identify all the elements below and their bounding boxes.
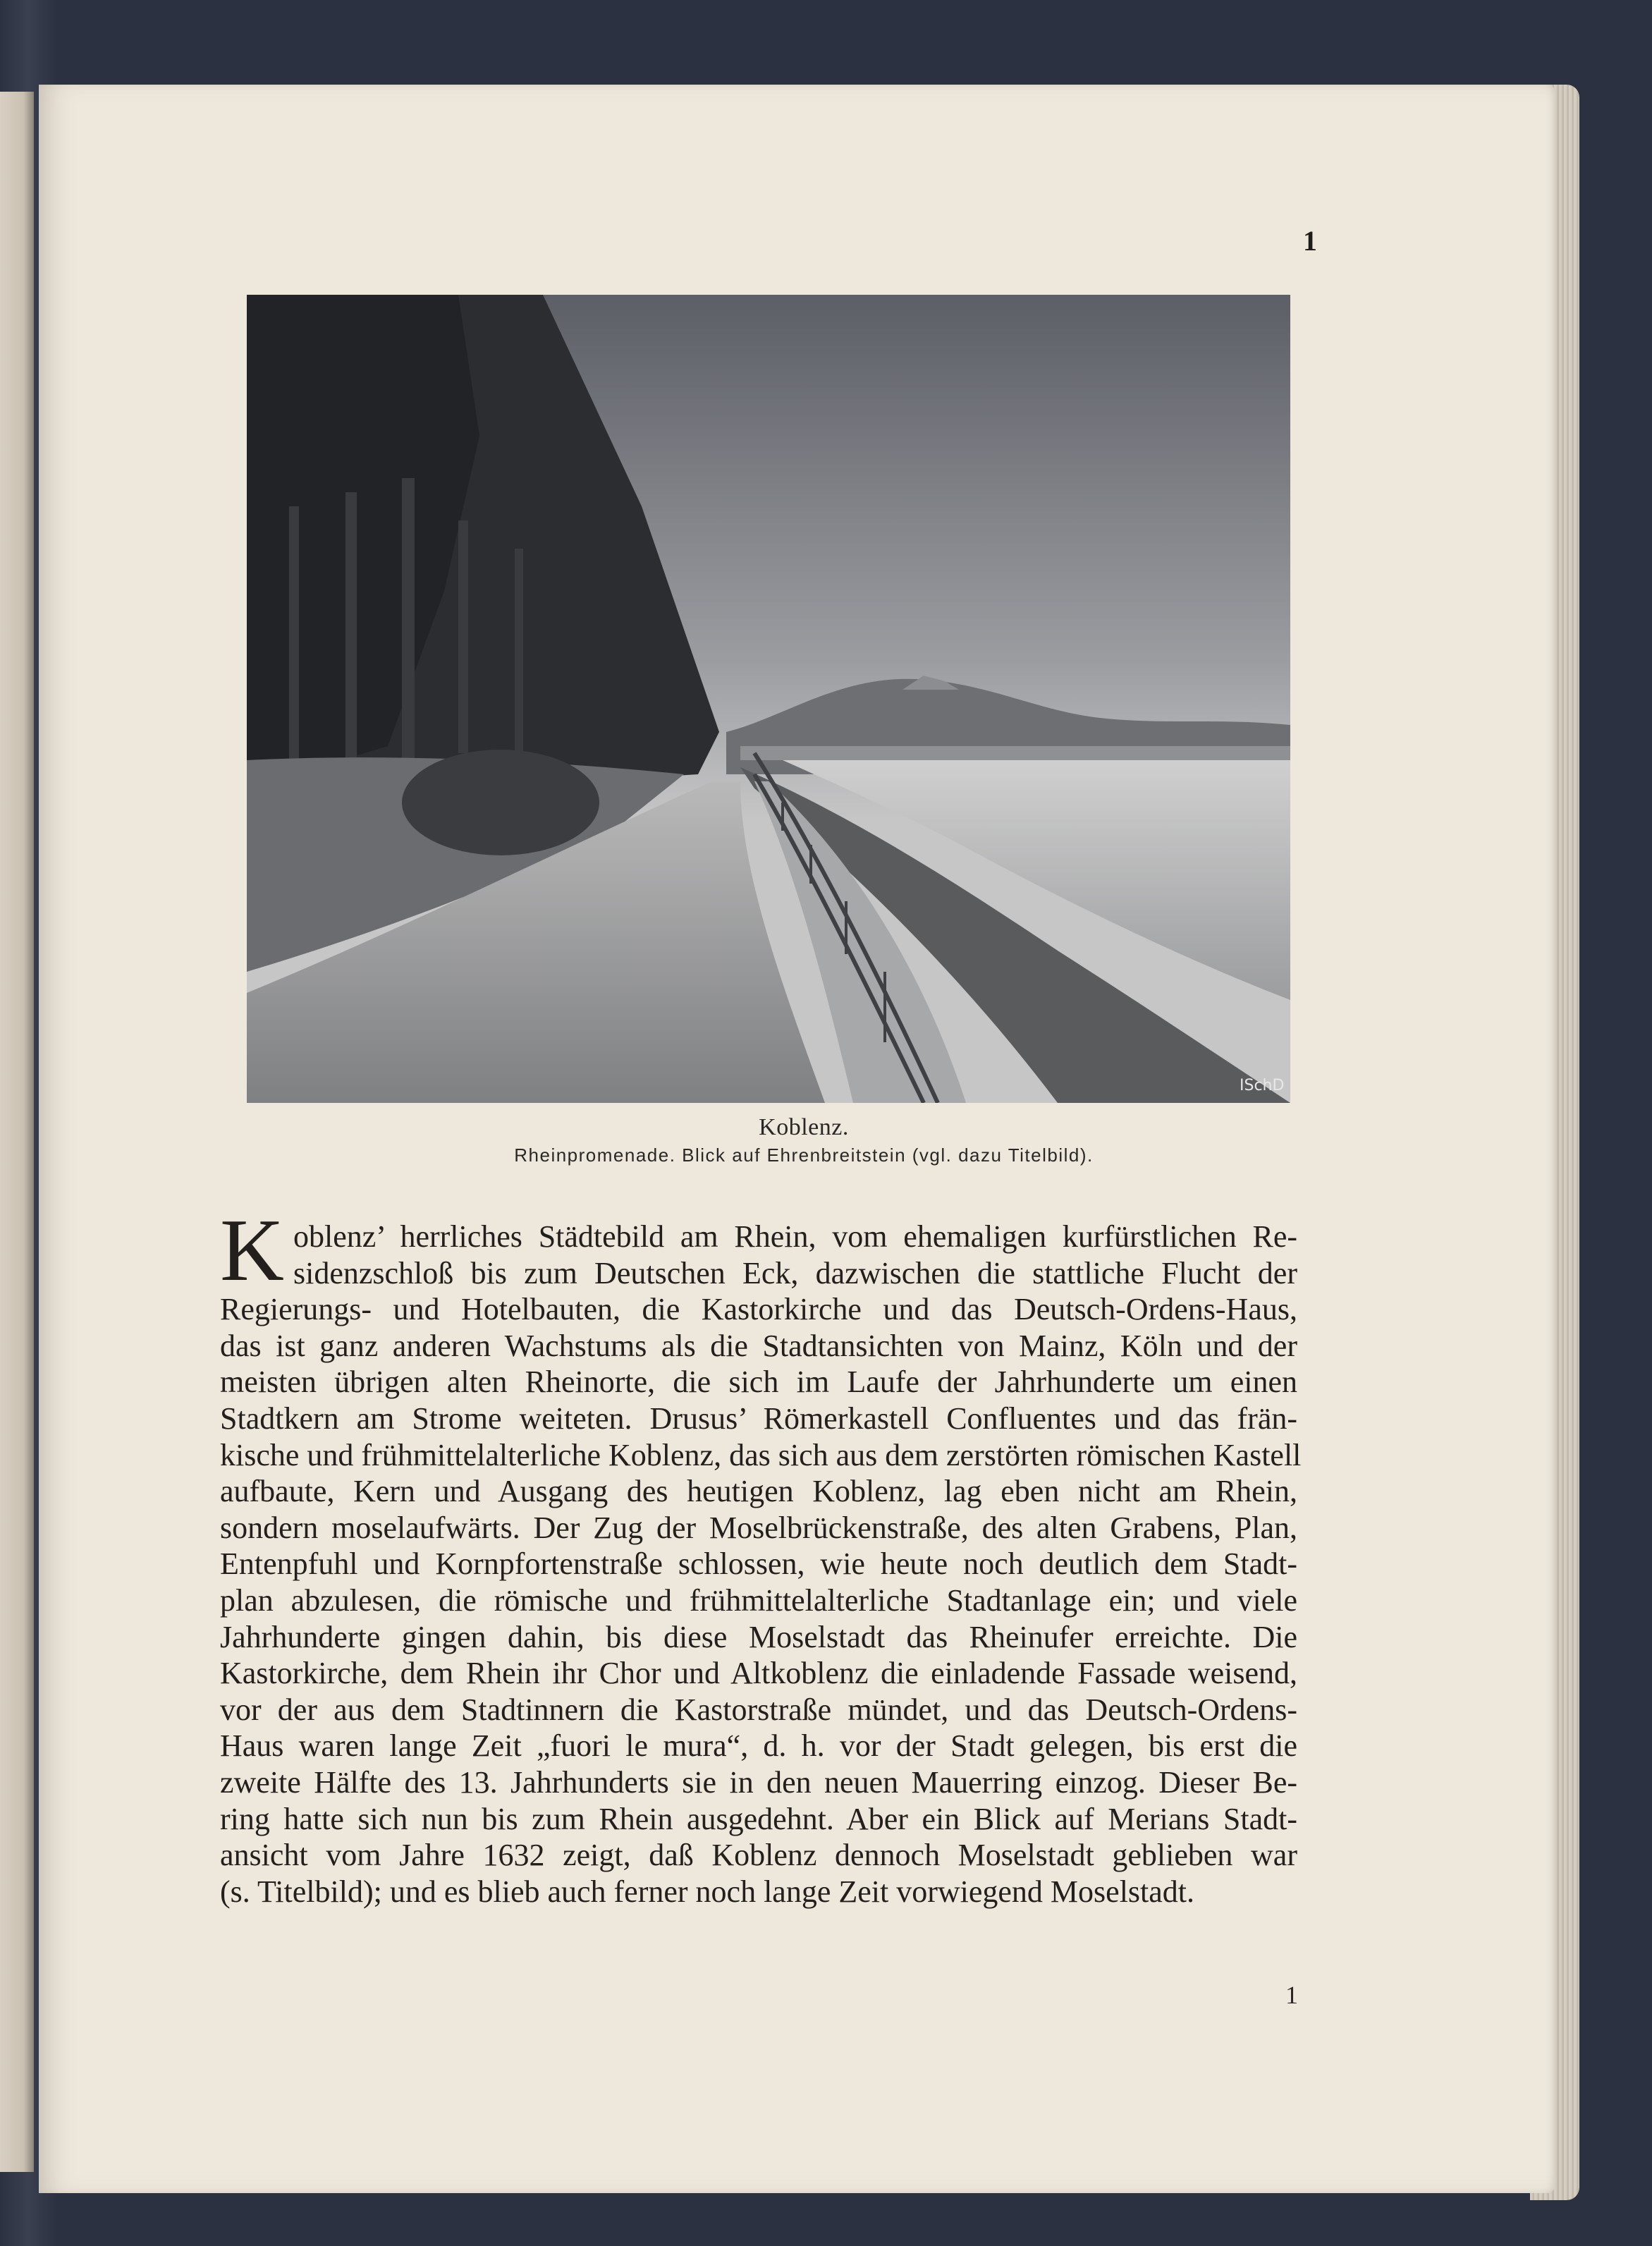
text-line: vor der aus dem Stadtinnern die Kastorstraße mündet, und das Deutsch-Ordens- — [220, 1692, 1297, 1727]
text-line: Entenpfuhl und Kornpfortenstraße schlossen, wie heute noch deutlich dem Stadt- — [220, 1546, 1297, 1582]
body-paragraph — [220, 1219, 1302, 1910]
text-line: ring hatte sich nun bis zum Rhein ausgedehnt. Aber ein Blick auf Merians Stadt- — [220, 1801, 1297, 1836]
text-line: zweite Hälfte des 13. Jahrhunderts sie in den neuen Mauerring einzog. Dieser Be- — [220, 1764, 1297, 1800]
text-line: Haus waren lange Zeit „fuori le mura“, d. h. vor der Stadt gelegen, bis erst die — [220, 1728, 1297, 1764]
page-number: 1 — [1285, 1981, 1298, 2009]
text-line: aufbaute, Kern und Ausgang des heutigen Koblenz, lag eben nicht am Rhein, — [220, 1474, 1297, 1509]
caption-subtitle: Rheinpromenade. Blick auf Ehrenbreitstein (vgl. dazu Titelbild). — [514, 1145, 1094, 1166]
text-line: Jahrhunderte gingen dahin, bis diese Moselstadt das Rheinufer erreichte. Die — [220, 1619, 1297, 1654]
text-line: meisten übrigen alten Rheinorte, die sich im Laufe der Jahrhunderte um einen — [220, 1365, 1297, 1400]
text-line: sidenzschloß bis zum Deutschen Eck, dazwischen die stattliche Flucht der — [293, 1255, 1297, 1290]
text-line: Kastorkirche, dem Rhein ihr Chor und Altkoblenz die einladende Fassade weisend, — [220, 1656, 1297, 1691]
text-line: plan abzulesen, die römische und frühmittelalterliche Stadtanlage ein; und viele — [220, 1582, 1297, 1618]
rhine-promenade-photo — [247, 295, 1290, 1103]
text-line: das ist ganz anderen Wachstums als die Stadtansichten von Mainz, Köln und der — [220, 1328, 1297, 1363]
text-line: (s. Titelbild); und es blieb auch ferner noch lange Zeit vorwiegend Moselstadt. — [220, 1874, 1195, 1909]
corner-page-number: 1 — [1303, 225, 1317, 257]
caption-title: Koblenz. — [759, 1114, 849, 1140]
text-line: Regierungs- und Hotelbauten, die Kastorkirche und das Deutsch-Ordens-Haus, — [220, 1292, 1297, 1327]
text-line: Stadtkern am Strome weiteten. Drusus’ Römerkastell Confluentes und das frän- — [220, 1400, 1297, 1436]
text-line: oblenz’ herrliches Städtebild am Rhein, vom ehemaligen kurfürstlichen Re- — [293, 1219, 1297, 1254]
text-line: sondern moselaufwärts. Der Zug der Moselbrückenstraße, des alten Grabens, Plan, — [220, 1510, 1297, 1545]
drop-cap: K — [220, 1202, 284, 1300]
photo-illustration — [247, 295, 1290, 1103]
text-line: kische und frühmittelalterliche Koblenz, das sich aus dem zerstörten römischen Kastell — [220, 1437, 1302, 1472]
photo-signature: ISchD — [1240, 1077, 1285, 1094]
text-line: ansicht vom Jahre 1632 zeigt, daß Koblenz dennoch Moselstadt geblieben war — [220, 1838, 1297, 1873]
previous-page-edge — [0, 92, 34, 2172]
